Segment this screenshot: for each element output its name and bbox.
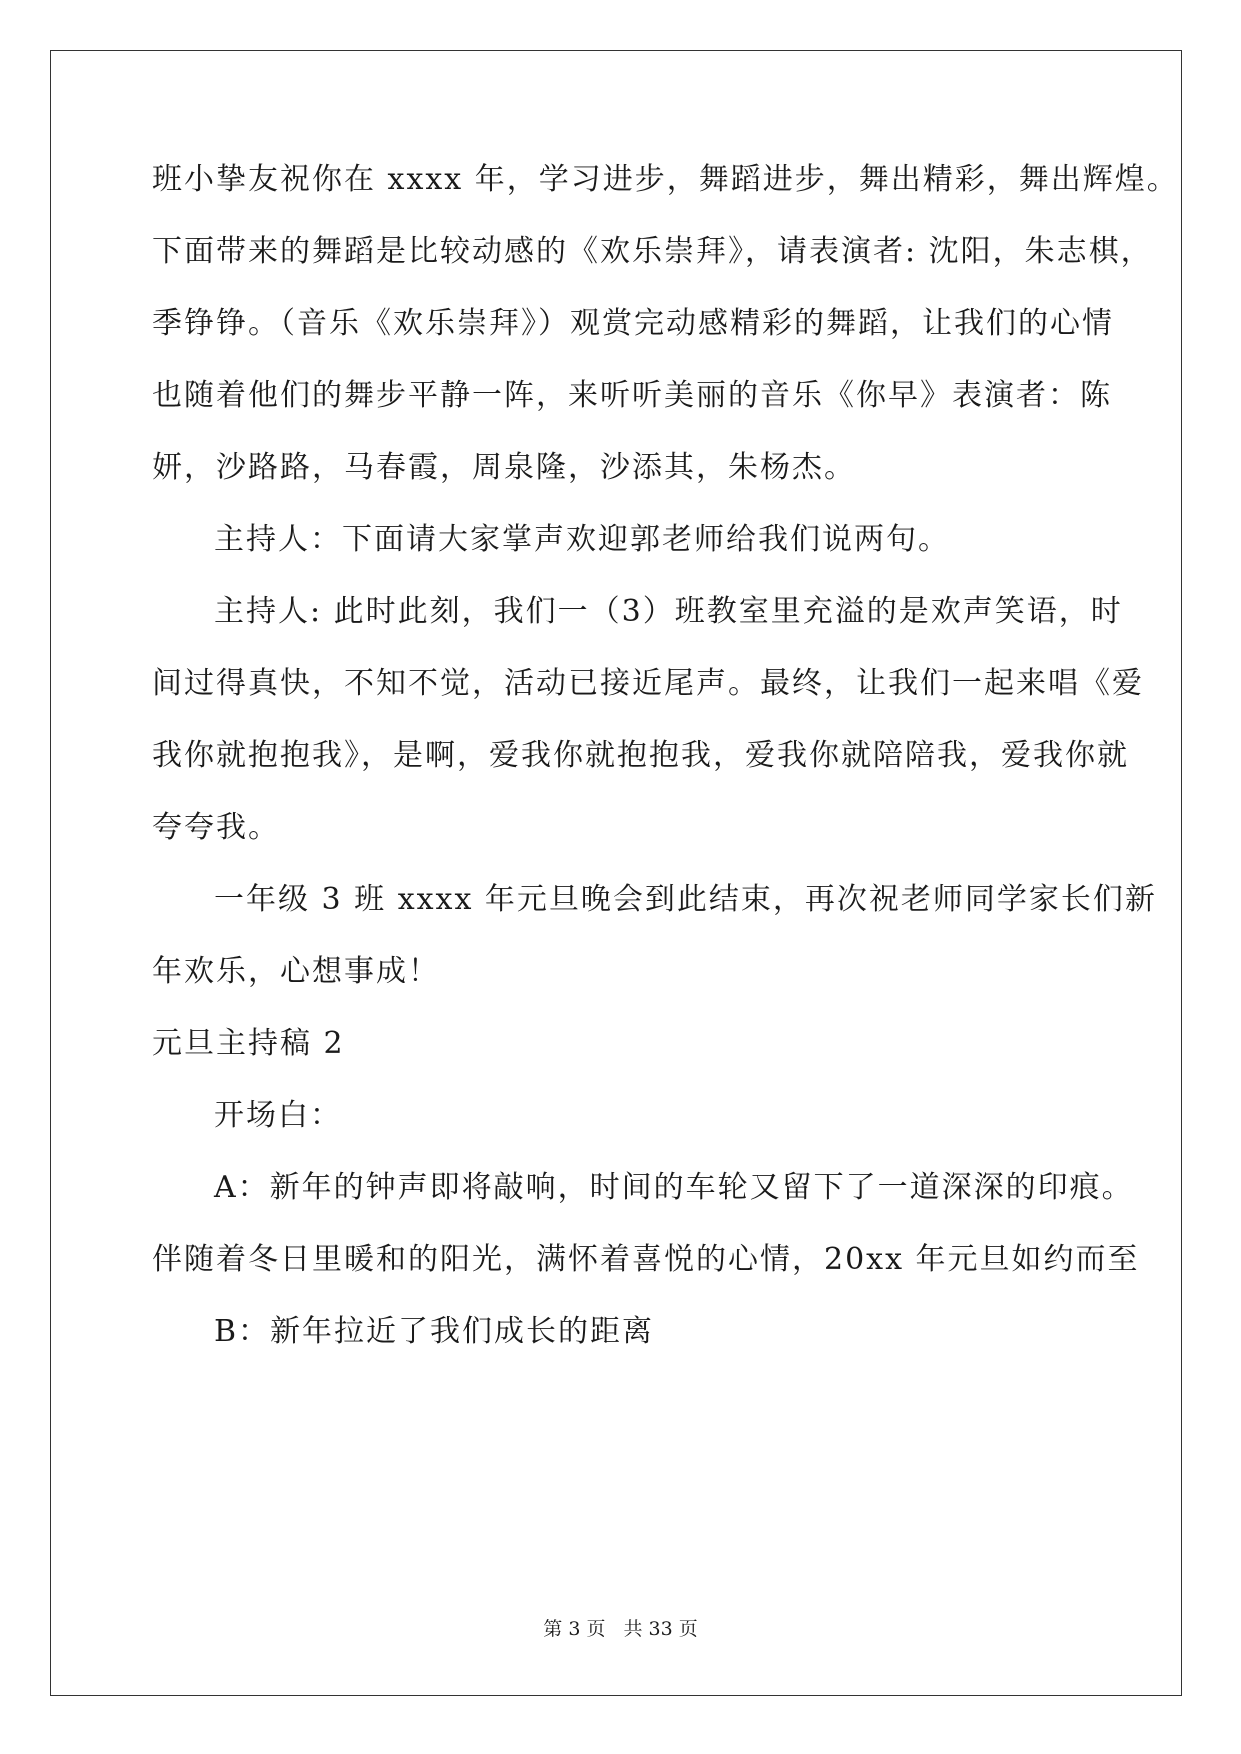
page-footer [0, 1614, 1241, 1641]
page-border [50, 50, 1182, 1696]
text-line: 年欢乐，心想事成！ [152, 954, 440, 989]
text-line: 季铮铮。（音乐《欢乐崇拜》）观赏完动感精彩的舞蹈，让我们的心情 [152, 306, 1114, 341]
paragraph-opening-label: 开场白： [214, 1098, 342, 1133]
page-total: 共 33 页 [623, 1618, 698, 1640]
paragraph-speaker-b: B：新年拉近了我们成长的距离 [214, 1314, 655, 1349]
paragraph-speaker-a: A：新年的钟声即将敲响，时间的车轮又留下了一道深深的印痕。 [214, 1170, 1134, 1205]
text-line: 伴随着冬日里暖和的阳光，满怀着喜悦的心情，20xx 年元旦如约而至 [152, 1242, 1140, 1277]
text-line: 也随着他们的舞步平静一阵，来听听美丽的音乐《你早》表演者：陈 [152, 378, 1112, 413]
text-line: 间过得真快，不知不觉，活动已接近尾声。最终，让我们一起来唱《爱 [152, 666, 1144, 701]
paragraph-host-remark: 主持人：下面请大家掌声欢迎郭老师给我们说两句。 [214, 522, 950, 557]
text-line: 班小挚友祝你在 xxxx 年，学习进步，舞蹈进步，舞出精彩，舞出辉煌。 [152, 162, 1179, 197]
page-number: 第 3 页 [543, 1618, 606, 1640]
section-heading: 元旦主持稿 2 [152, 1026, 345, 1061]
text-line: 下面带来的舞蹈是比较动感的《欢乐崇拜》，请表演者: 沈阳，朱志棋， [152, 234, 1153, 269]
paragraph-farewell: 一年级 3 班 xxxx 年元旦晚会到此结束，再次祝老师同学家长们新 [214, 882, 1157, 917]
text-line: 我你就抱抱我》，是啊，爱我你就抱抱我，爱我你就陪陪我，爱我你就 [152, 738, 1129, 773]
text-line: 妍，沙路路，马春霞，周泉隆，沙添其，朱杨杰。 [152, 450, 856, 485]
paragraph-host-closing: 主持人: 此时此刻，我们一（3）班教室里充溢的是欢声笑语，时 [214, 594, 1123, 629]
text-line: 夸夸我。 [152, 810, 280, 845]
